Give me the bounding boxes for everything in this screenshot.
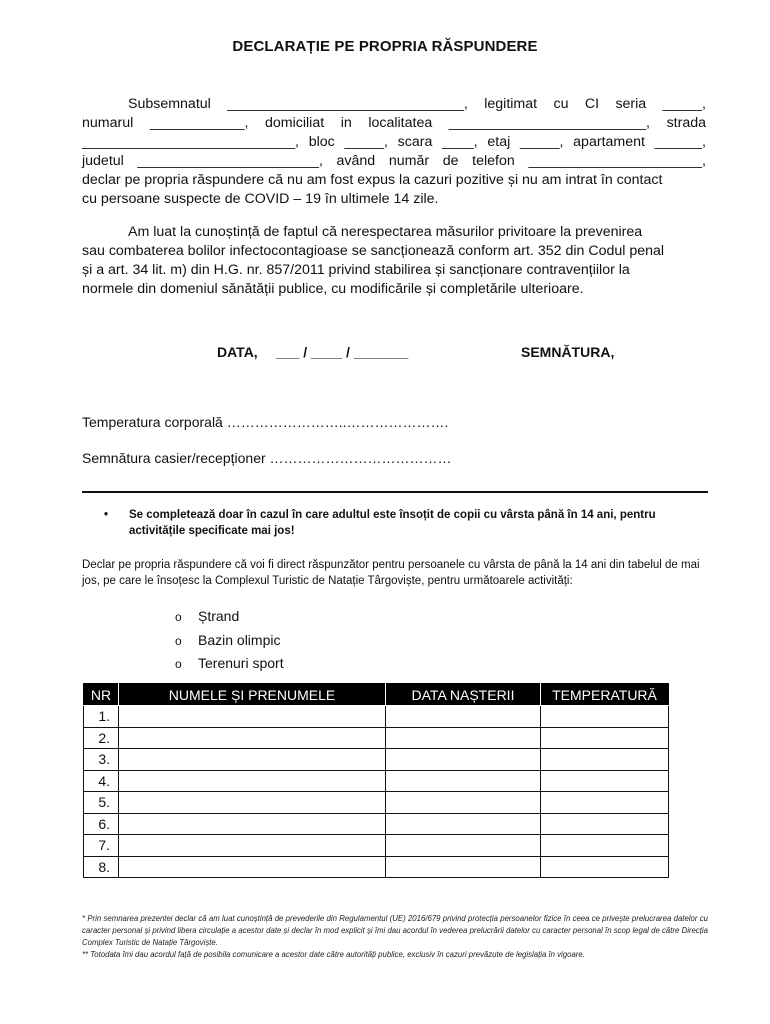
word: cu (553, 96, 569, 112)
activity-label: Bazin olimpic (198, 631, 281, 648)
birth-date-cell[interactable] (386, 792, 541, 814)
series-blank: _____, (662, 96, 706, 112)
paragraph-line (82, 223, 706, 242)
minors-note-text: Se completează doar în cazul în care adultul este însoțit de copii cu vârsta până în 14 ani, pentru activitățile specificate mai jos! (129, 509, 656, 537)
footnotes (82, 913, 708, 961)
row-number: 5. (84, 792, 119, 814)
activities-list (175, 605, 284, 676)
footnote-authorities: ** Totodata îmi dau acordul față de posibila comunicare a acestor date către autorități publice, exclusiv în cazuri prevăzute de legislația în vigoare. (82, 950, 585, 959)
locality-blank: _________________________, (448, 115, 650, 131)
header-birth-date: DATA NAȘTERII (386, 684, 541, 706)
paragraph-line: și a art. 34 lit. m) din H.G. nr. 857/2011 privind stabilirea și sancționare contravențiilor la (82, 262, 630, 278)
birth-date-cell[interactable] (386, 727, 541, 749)
temperature-cell[interactable] (541, 792, 669, 814)
apartment-blank: ______, (654, 134, 706, 150)
circle-bullet-icon: o (175, 657, 182, 671)
word: strada (666, 115, 706, 131)
row-number: 4. (84, 770, 119, 792)
temperature-cell[interactable] (541, 813, 669, 835)
signature-label: SEMNĂTURA, (521, 344, 615, 360)
name-cell[interactable] (119, 792, 386, 814)
word: etaj (487, 134, 511, 150)
header-nr: NR (84, 684, 119, 706)
row-number: 2. (84, 727, 119, 749)
minors-table (83, 683, 669, 878)
temperature-cell[interactable] (541, 706, 669, 728)
body-temperature-field[interactable]: Temperatura corporală ……………………..…………………. (82, 414, 449, 430)
word: telefon (472, 153, 515, 169)
header-temperature: TEMPERATURĂ (541, 684, 669, 706)
name-cell[interactable] (119, 835, 386, 857)
table-row (84, 835, 669, 857)
word: CI (584, 96, 600, 112)
paragraph-line (82, 133, 706, 152)
table-row (84, 770, 669, 792)
temperature-cell[interactable] (541, 856, 669, 878)
circle-bullet-icon: o (175, 610, 182, 624)
table-row (84, 727, 669, 749)
birth-date-cell[interactable] (386, 835, 541, 857)
phone-blank: ______________________, (528, 153, 706, 169)
birth-date-cell[interactable] (386, 813, 541, 835)
temperature-cell[interactable] (541, 727, 669, 749)
word: seria (615, 96, 647, 112)
activity-label: Terenuri sport (198, 655, 284, 671)
declaration-paragraph (82, 95, 706, 209)
birth-date-cell[interactable] (386, 749, 541, 771)
legal-notice-paragraph (82, 223, 706, 299)
birth-date-cell[interactable] (386, 706, 541, 728)
table-row (84, 856, 669, 878)
table-row (84, 792, 669, 814)
name-cell[interactable] (119, 749, 386, 771)
name-cell[interactable] (119, 856, 386, 878)
birth-date-cell[interactable] (386, 856, 541, 878)
paragraph-line: sau combaterea bolilor infectocontagioase se sancționează conform art. 352 din Codul penal (82, 243, 665, 259)
word: Subsemnatul (128, 96, 211, 112)
name-cell[interactable] (119, 706, 386, 728)
word: având (336, 153, 376, 169)
paragraph-line: cu persoane suspecte de COVID – 19 în ultimele 14 zile. (82, 191, 439, 207)
name-cell[interactable] (119, 770, 386, 792)
bullet-icon: • (104, 509, 109, 521)
temperature-cell[interactable] (541, 749, 669, 771)
paragraph-line: declar pe propria răspundere că nu am fost expus la cazuri pozitive și nu am intrat în contact (82, 172, 663, 188)
county-blank: _______________________, (137, 153, 323, 169)
header-name: NUMELE ȘI PRENUMELE (119, 684, 386, 706)
name-cell[interactable] (119, 727, 386, 749)
word: scara (397, 134, 433, 150)
street-blank: ___________________________, (82, 134, 299, 150)
word: numarul (82, 115, 134, 131)
paragraph-line (82, 114, 706, 133)
paragraph-line (82, 95, 706, 114)
word: număr (388, 153, 430, 169)
word: legitimat (484, 96, 538, 112)
date-label: DATA, (217, 344, 258, 360)
word: domiciliat (265, 115, 325, 131)
name-blank: ______________________________, (227, 96, 468, 112)
section-divider (82, 491, 708, 493)
cashier-signature-field[interactable]: Semnătura casier/recepționer ………………………………… (82, 450, 452, 466)
table-row (84, 813, 669, 835)
activity-item (175, 629, 284, 653)
row-number: 8. (84, 856, 119, 878)
footnote-gdpr: * Prin semnarea prezentei declar că am luat cunoștință de prevederile din Regulamentul (UE) 2016/679 privind protecția persoanelor fizice în ceea ce privește prelucrarea datelor cu caracter personal și privind libera circulație a acestor date și declar în mod explicit și îmi dau acordul în vederea prelucrării datelor cu caracter personal în scop legal de către Direcția Complex Turistic de Natație Târgoviște. (82, 914, 708, 947)
word: de (442, 153, 459, 169)
row-number: 6. (84, 813, 119, 835)
stair-blank: ____, (442, 134, 478, 150)
circle-bullet-icon: o (175, 633, 182, 648)
word: localitatea (368, 115, 433, 131)
block-blank: _____, (344, 134, 388, 150)
document-title: DECLARAȚIE PE PROPRIA RĂSPUNDERE (232, 38, 538, 55)
word: apartament (573, 134, 645, 150)
activity-item (175, 652, 284, 676)
temperature-cell[interactable] (541, 835, 669, 857)
guardian-declaration: Declar pe propria răspundere că voi fi direct răspunzător pentru persoanele cu vârsta de până la 14 ani din tabelul de mai jos, pe care le însoțesc la Complexul Turistic de Natație Târgoviște, pentru următoarele activități: (82, 559, 700, 587)
temperature-cell[interactable] (541, 770, 669, 792)
word: bloc (308, 134, 335, 150)
number-blank: ____________, (149, 115, 249, 131)
date-field[interactable]: ___ / ____ / _______ (276, 344, 409, 360)
line-text: Am luat la cunoștință de faptul că nerespectarea măsurilor privitoare la prevenirea (128, 224, 643, 240)
row-number: 3. (84, 749, 119, 771)
floor-blank: _____, (520, 134, 564, 150)
paragraph-line (82, 152, 706, 171)
table-row (84, 706, 669, 728)
word: in (340, 115, 352, 131)
activity-item (175, 605, 284, 629)
name-cell[interactable] (119, 813, 386, 835)
word: judetul (82, 153, 124, 169)
row-number: 7. (84, 835, 119, 857)
table-header-row (84, 684, 669, 706)
row-number: 1. (84, 706, 119, 728)
paragraph-line: normele din domeniul sănătății publice, cu modificările și completările ulterioare. (82, 281, 584, 297)
birth-date-cell[interactable] (386, 770, 541, 792)
table-row (84, 749, 669, 771)
activity-label: Ștrand (198, 608, 240, 624)
